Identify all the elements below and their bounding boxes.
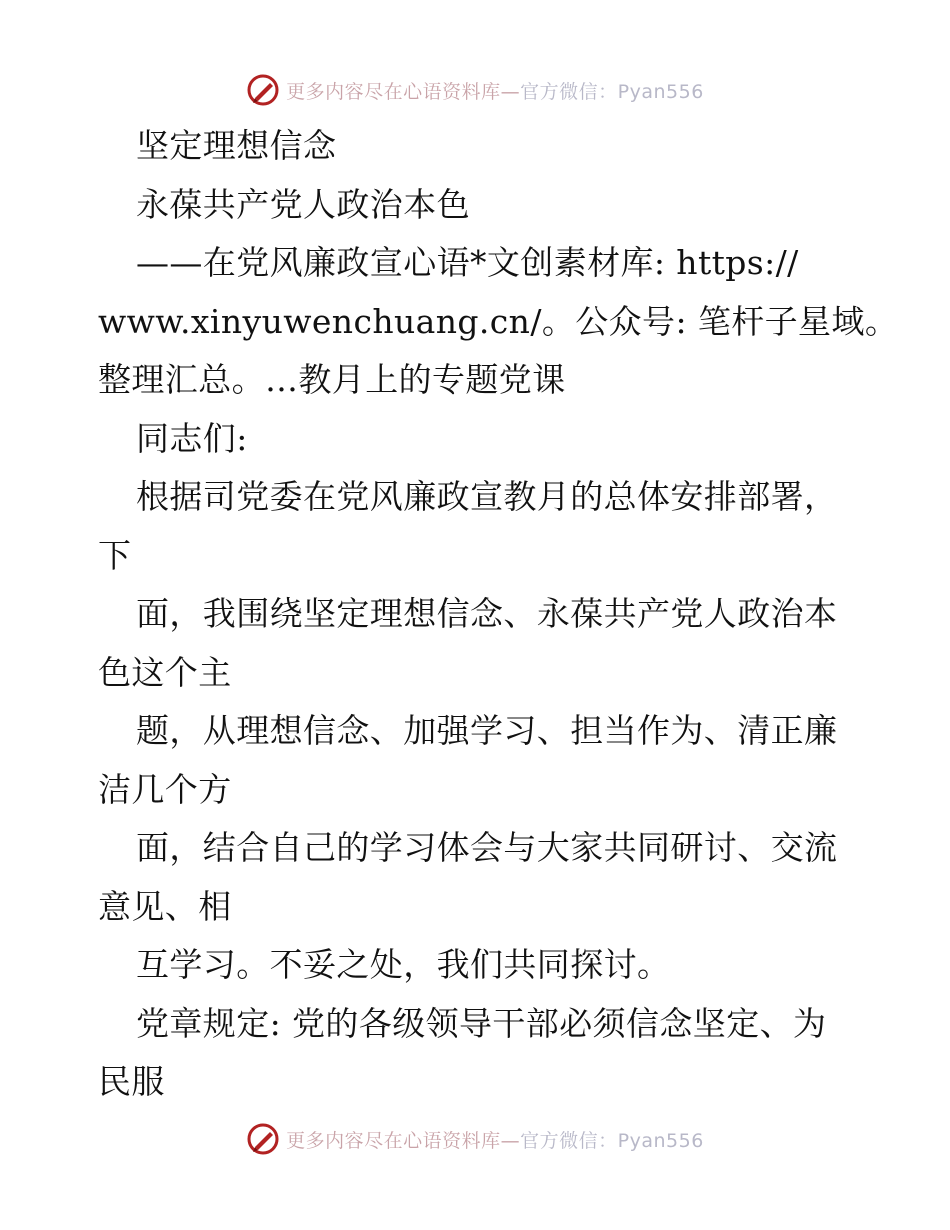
text-line: 色这个主 [98,652,232,692]
text-line: 意见、相 [98,886,232,926]
text-line: 党章规定: 党的各级领导干部必须信念坚定、为 [136,1003,827,1043]
text-line: 根据司党委在党风廉政宣教月的总体安排部署， [136,477,838,516]
text-line: 互学习。不妥之处，我们共同探讨。 [136,945,671,984]
header-banner-text [286,77,704,104]
text-line: 同志们: [136,418,248,458]
text-line: 整理汇总。…教月上的专题党课 [98,360,566,399]
pen-logo-icon [246,73,280,107]
text-line: 面，我围绕坚定理想信念、永葆共产党人政治本 [136,594,838,633]
footer-banner [0,1119,950,1159]
header-wechat-text: 官方微信：Pyan556 [520,80,704,103]
footer-site-text: 更多内容尽在心语资料库 [286,1129,501,1152]
footer-separator: — [500,1129,521,1152]
text-line: 下 [98,535,132,575]
footer-wechat-text: 官方微信：Pyan556 [520,1129,704,1152]
text-line: ——在党风廉政宣心语*文创素材库: https:// [136,243,799,282]
document-body [98,117,899,1112]
text-line: 题，从理想信念、加强学习、担当作为、清正廉 [136,711,838,750]
text-line: 永葆共产党人政治本色 [136,184,470,224]
header-separator: — [500,80,521,103]
header-banner [0,70,950,110]
text-line: 民服 [98,1062,165,1101]
text-line: 坚定理想信念 [136,126,337,165]
text-line: 面，结合自己的学习体会与大家共同研讨、交流 [136,828,838,867]
text-line: 洁几个方 [98,769,232,809]
header-site-text: 更多内容尽在心语资料库 [286,80,501,103]
text-line: www.xinyuwenchuang.cn/。公众号: 笔杆子星域。 [98,301,899,341]
pen-logo-icon [246,1122,280,1156]
footer-banner-text [286,1126,704,1153]
